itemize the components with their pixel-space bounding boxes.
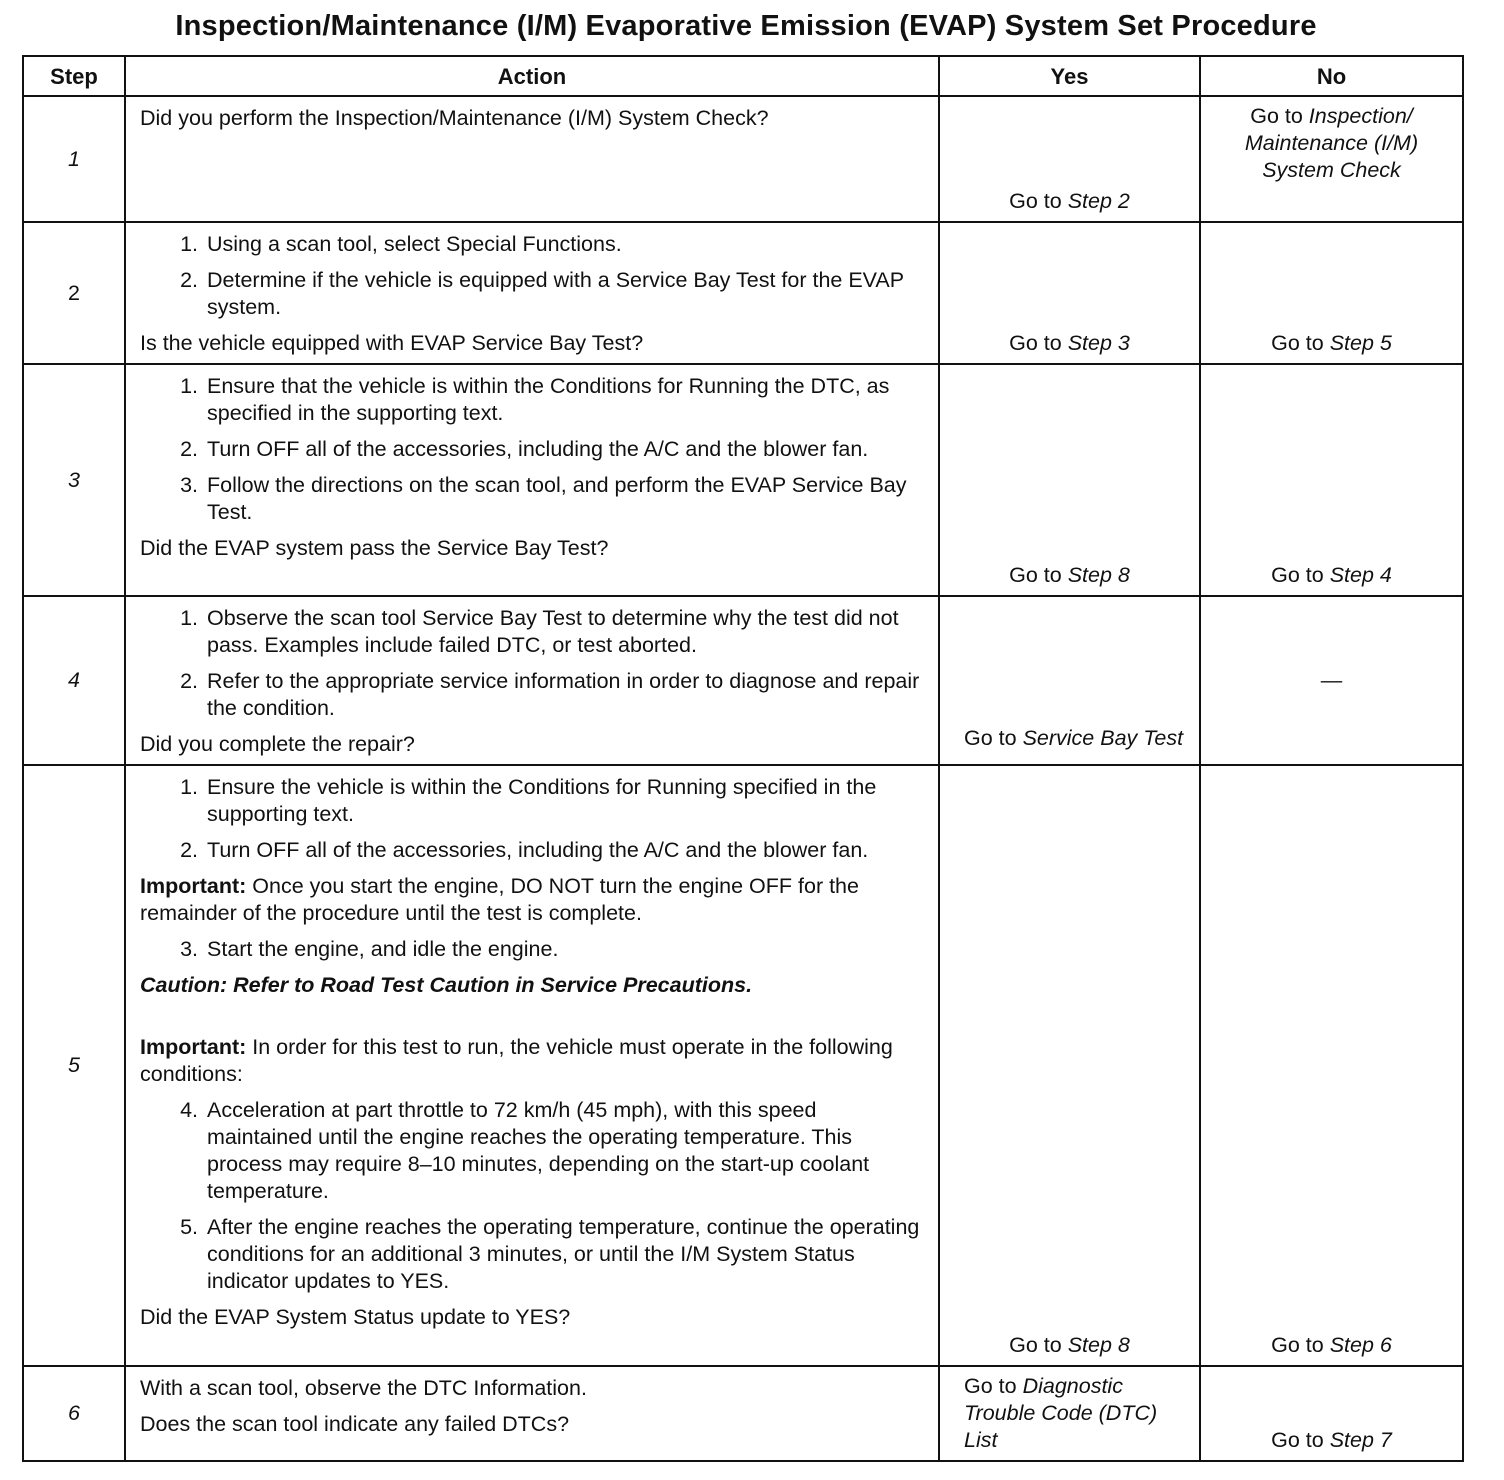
table-row [23,222,1463,364]
no-target: Step 5 [1329,331,1392,355]
header-no: No [1200,56,1463,96]
action-question: Did you perform the Inspection/Maintenance (I/M) System Check? [140,106,769,130]
no-cell [1200,222,1463,364]
no-target: Step 4 [1329,563,1392,587]
list-item-text: Ensure the vehicle is within the Conditions for Running specified in the supporting text. [207,775,877,826]
list-item: 2. Turn OFF all of the accessories, including the A/C and the blower fan. [140,837,926,864]
step-number: 3 [23,364,125,596]
no-cell [1200,596,1463,765]
no-cell [1200,96,1463,222]
yes-cell [939,222,1200,364]
no-target: Step 7 [1329,1428,1392,1452]
list-item-text: Determine if the vehicle is equipped with a Service Bay Test for the EVAP system. [207,268,904,319]
action-cell [125,1366,939,1461]
list-item-text: Acceleration at part throttle to 72 km/h (45 mph), with this speed maintained until the engine reaches the operating temperature. This process may require 8–10 minutes, depending on the start-up coolant temperature. [207,1098,870,1203]
go-to-label: Go to [1009,189,1062,213]
action-cell [125,364,939,596]
important-note [140,873,926,927]
yes-target: Step 8 [1067,1333,1130,1357]
list-item-text: After the engine reaches the operating temperature, continue the operating conditions for an additional 3 minutes, or until the I/M System Status indicator updates to YES. [207,1215,920,1293]
yes-target: Step 8 [1067,563,1130,587]
list-item-text: Follow the directions on the scan tool, and perform the EVAP Service Bay Test. [207,473,907,524]
go-to-label: Go to [964,726,1017,750]
step-number: 1 [23,96,125,222]
action-question: Does the scan tool indicate any failed DTCs? [140,1412,570,1436]
yes-target: Diagnostic Trouble Code (DTC) List [964,1374,1158,1452]
action-cell [125,96,939,222]
go-to-label: Go to [964,1374,1017,1398]
list-item: 1. Using a scan tool, select Special Functions. [140,231,926,258]
yes-cell [939,765,1200,1366]
important-label: Important: [140,874,247,898]
important-label: Important: [140,1035,247,1059]
action-question: Did the EVAP system pass the Service Bay Test? [140,536,609,560]
list-item: 1. Ensure that the vehicle is within the Conditions for Running the DTC, as specified in the supporting text. [140,373,926,427]
yes-cell [939,1366,1200,1461]
list-item: 4. Acceleration at part throttle to 72 km/h (45 mph), with this speed maintained until the engine reaches the operating temperature. This process may require 8–10 minutes, depending on the start-up coolant temperature. [140,1097,926,1205]
list-item: 2. Refer to the appropriate service information in order to diagnose and repair the condition. [140,668,926,722]
table-row [23,596,1463,765]
no-target: Step 6 [1329,1333,1392,1357]
list-item: 2. Determine if the vehicle is equipped with a Service Bay Test for the EVAP system. [140,267,926,321]
list-item-text: Refer to the appropriate service information in order to diagnose and repair the condition. [207,669,920,720]
go-to-label: Go to [1009,331,1062,355]
table-row [23,364,1463,596]
list-item: 1. Ensure the vehicle is within the Conditions for Running specified in the supporting text. [140,774,926,828]
no-cell [1200,1366,1463,1461]
list-item-text: Turn OFF all of the accessories, including the A/C and the blower fan. [207,838,869,862]
yes-target: Service Bay Test [1022,726,1184,750]
table-row [23,96,1463,222]
yes-target: Step 3 [1067,331,1130,355]
procedure-table [22,55,1464,1462]
header-row [23,56,1463,96]
caution-note: Caution: Refer to Road Test Caution in Service Precautions. [140,973,753,997]
action-line: With a scan tool, observe the DTC Information. [140,1376,587,1400]
go-to-label: Go to [1009,563,1062,587]
go-to-label: Go to [1009,1333,1062,1357]
go-to-label: Go to [1271,563,1324,587]
list-item-text: Start the engine, and idle the engine. [207,937,559,961]
action-question: Did you complete the repair? [140,732,415,756]
no-target: Inspection/ Maintenance (I/M) System Check [1244,104,1419,182]
list-item: 2. Turn OFF all of the accessories, including the A/C and the blower fan. [140,436,926,463]
list-item: 5. After the engine reaches the operating temperature, continue the operating conditions for an additional 3 minutes, or until the I/M System Status indicator updates to YES. [140,1214,926,1295]
header-action: Action [125,56,939,96]
go-to-label: Go to [1271,1428,1324,1452]
important-text: Once you start the engine, DO NOT turn the engine OFF for the remainder of the procedure until the test is complete. [140,874,859,925]
header-step: Step [23,56,125,96]
important-note [140,1034,926,1088]
list-item-text: Observe the scan tool Service Bay Test to determine why the test did not pass. Examples include failed DTC, or test aborted. [207,606,899,657]
action-cell [125,596,939,765]
list-item-text: Turn OFF all of the accessories, including the A/C and the blower fan. [207,437,869,461]
step-number: 5 [23,765,125,1366]
action-question: Is the vehicle equipped with EVAP Service Bay Test? [140,331,644,355]
table-row [23,1366,1463,1461]
action-cell [125,765,939,1366]
list-item: 3. Follow the directions on the scan tool, and perform the EVAP Service Bay Test. [140,472,926,526]
step-number: 6 [23,1366,125,1461]
go-to-label: Go to [1250,104,1303,128]
list-item: 3. Start the engine, and idle the engine. [140,936,926,963]
action-question: Did the EVAP System Status update to YES? [140,1305,571,1329]
header-yes: Yes [939,56,1200,96]
no-cell [1200,364,1463,596]
go-to-label: Go to [1271,331,1324,355]
yes-target: Step 2 [1067,189,1130,213]
yes-cell [939,596,1200,765]
action-cell [125,222,939,364]
yes-cell [939,96,1200,222]
list-item: 1. Observe the scan tool Service Bay Test to determine why the test did not pass. Examples include failed DTC, or test aborted. [140,605,926,659]
list-item-text: Ensure that the vehicle is within the Conditions for Running the DTC, as specified in the supporting text. [207,374,890,425]
table-row [23,765,1463,1366]
no-cell [1200,765,1463,1366]
yes-cell [939,364,1200,596]
step-number: 4 [23,596,125,765]
no-target: — [1320,668,1343,692]
list-item-text: Using a scan tool, select Special Functions. [207,232,622,256]
page-title: Inspection/Maintenance (I/M) Evaporative Emission (EVAP) System Set Procedure [175,10,1317,42]
go-to-label: Go to [1271,1333,1324,1357]
step-number: 2 [23,222,125,364]
important-text: In order for this test to run, the vehicle must operate in the following conditions: [140,1035,893,1086]
